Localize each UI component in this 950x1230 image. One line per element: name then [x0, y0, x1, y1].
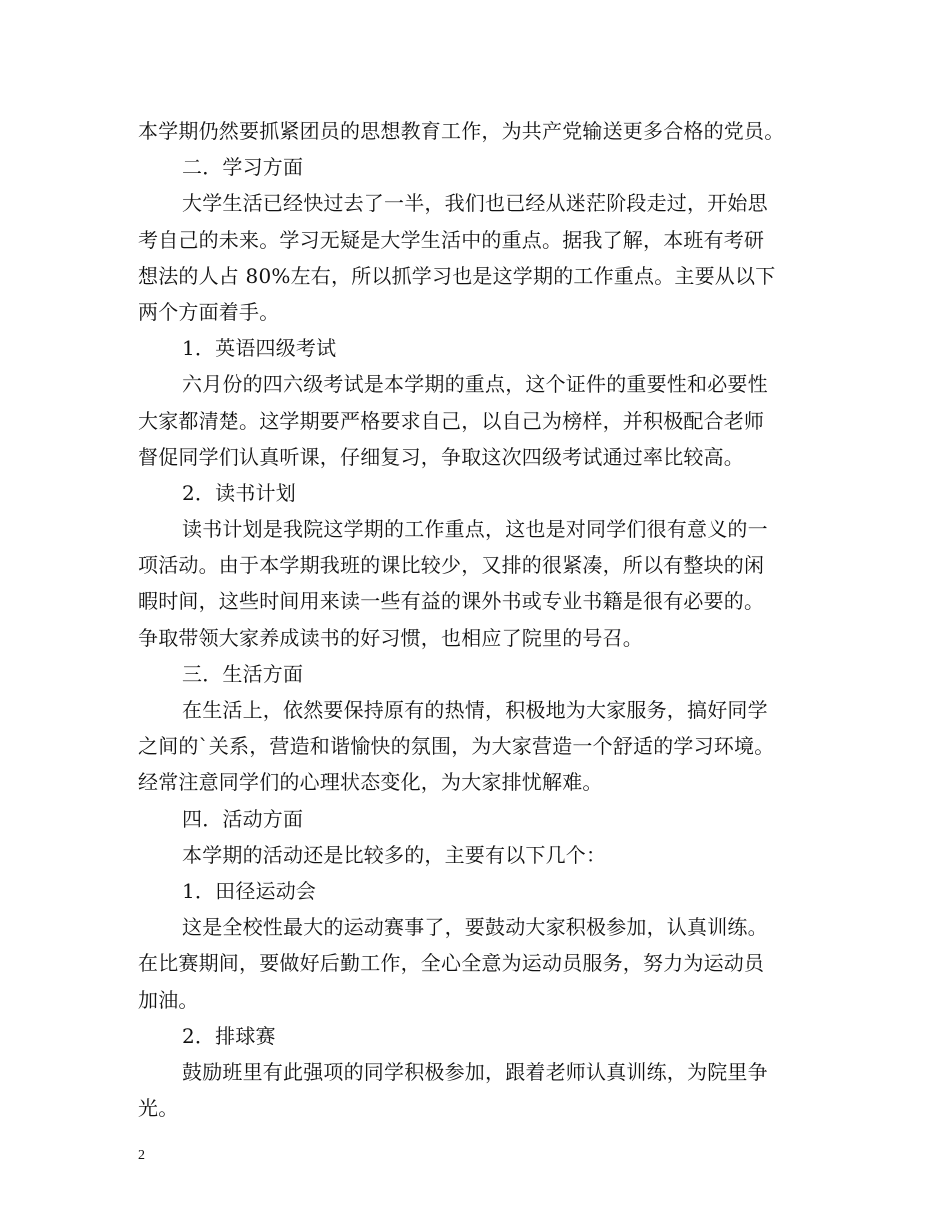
- text-line: 想法的人占 80%左右，所以抓学习也是这学期的工作重点。主要从以下: [138, 263, 776, 288]
- text-line: 二．学习方面: [182, 155, 304, 180]
- text-line: 大家都清楚。这学期要严格要求自己，以自己为榜样，并积极配合老师: [138, 408, 765, 433]
- text-line: 在生活上，依然要保持原有的热情，积极地为大家服务，搞好同学: [182, 698, 768, 722]
- text-line: 六月份的四六级考试是本学期的重点，这个证件的重要性和必要性: [182, 372, 768, 397]
- text-line: 2．排球赛: [182, 1023, 276, 1048]
- text-line: 督促同学们认真听课，仔细复习，争取这次四级考试通过率比较高。: [138, 444, 744, 469]
- document-body: [138, 113, 818, 1126]
- page-number: 2: [138, 1148, 145, 1163]
- text-line: 光。: [138, 1096, 179, 1121]
- text-line: 争取带领大家养成读书的好习惯，也相应了院里的号召。: [138, 625, 643, 650]
- text-line: 暇时间，这些时间用来读一些有益的课外书或专业书籍是很有必要的。: [138, 589, 765, 614]
- text-line: 鼓励班里有此强项的同学积极参加，跟着老师认真训练，为院里争: [182, 1059, 768, 1084]
- text-line: 项活动。由于本学期我班的课比较少，又排的很紧凑，所以有整块的闲: [138, 553, 765, 578]
- text-line: 大学生活已经快过去了一半，我们也已经从迷茫阶段走过，开始思: [182, 191, 768, 216]
- text-line: 这是全校性最大的运动赛事了，要鼓动大家积极参加，认真训练。: [182, 915, 768, 940]
- text-line: 经常注意同学们的心理状态变化，为大家排忧解难。: [138, 770, 603, 795]
- text-line: 加油。: [138, 987, 199, 1012]
- text-line: 1．英语四级考试: [182, 336, 337, 361]
- text-line: 两个方面着手。: [138, 299, 280, 324]
- text-line: 本学期的活动还是比较多的，主要有以下几个：: [182, 842, 607, 867]
- text-line: 四．活动方面: [182, 806, 304, 831]
- text-line: 1．田径运动会: [182, 878, 317, 903]
- text-line: 之间的`关系，营造和谐愉快的氛围，为大家营造一个舒适的学习环境。: [138, 734, 775, 759]
- text-line: 本学期仍然要抓紧团员的思想教育工作，为共产党输送更多合格的党员。: [138, 119, 785, 143]
- text-line: 2．读书计划: [182, 480, 296, 505]
- text-line: 在比赛期间，要做好后勤工作，全心全意为运动员服务，努力为运动员: [138, 951, 765, 976]
- text-line: 读书计划是我院这学期的工作重点，这也是对同学们很有意义的一: [182, 517, 768, 542]
- text-line: 考自己的未来。学习无疑是大学生活中的重点。据我了解，本班有考研: [138, 227, 765, 252]
- text-line: 三．生活方面: [182, 661, 304, 686]
